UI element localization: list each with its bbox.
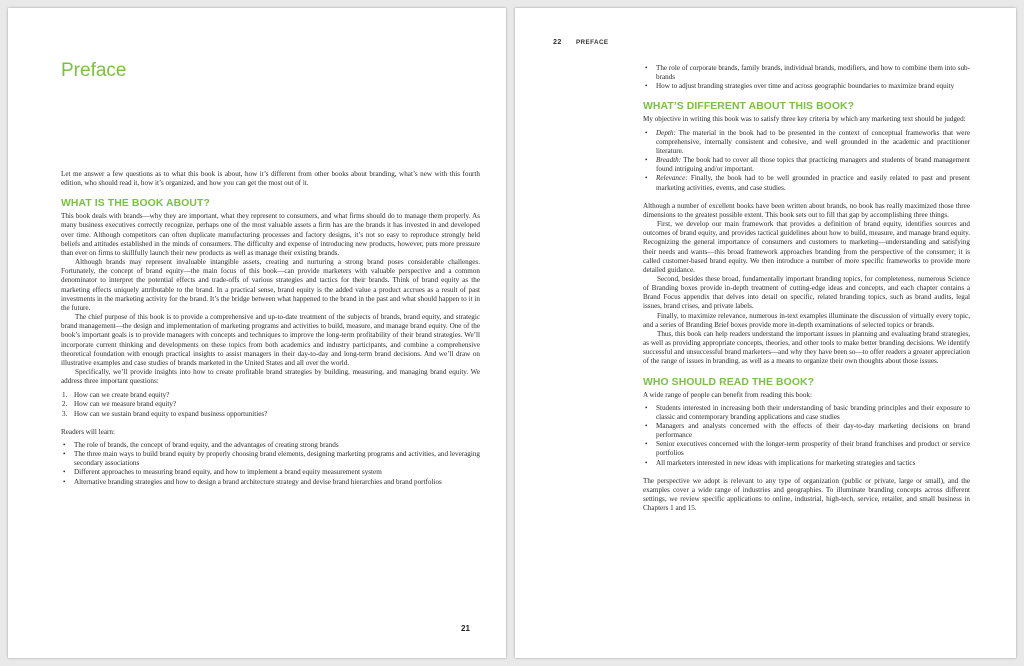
list-item: • Relevance: Finally, the book had to be well grounded in practice and easily related to past and present marketing activities, events, and case studies. — [654, 174, 970, 192]
body-paragraph: A wide range of people can benefit from reading this book: — [643, 390, 812, 399]
list-item: • The three main ways to build brand equity by properly choosing brand elements, designing marketing programs and activities, and leveraging secondary associations — [72, 450, 480, 468]
criteria-list — [643, 129, 970, 193]
readers-will-learn-label: Readers will learn: — [61, 427, 115, 436]
questions-list — [61, 391, 480, 418]
body-paragraph: Thus, this book can help readers understand the important issues in planning and evaluating brand strategies, as well as providing appropriate concepts, theories, and other tools to make better branding decisions. We identify successful and unsuccessful brand marketers—and why they have been so—to offer readers a greater appreciation of the range of issues in branding, as well as a means to organize their own thoughts about those issues. — [643, 329, 970, 366]
list-item: 2. How can we measure brand equity? — [62, 400, 177, 409]
audience-list — [643, 404, 970, 468]
list-item: • Different approaches to measuring brand equity, and how to implement a brand equity measurement system — [72, 468, 480, 477]
body-paragraph: The chief purpose of this book is to provide a comprehensive and up-to-date treatment of the subjects of brands, brand equity, and strategic brand management—the design and implementation of marketing programs and activities to build, measure, and manage brand equity. One of the book’s important goals is to provide managers with concepts and techniques to improve the long-term profitability of their brand strategies. We’ll incorporate current thinking and developments on these topics from both academics and industry participants, and combine a comprehensive theoretical foundation with enough practical insights to assist managers in their day-to-day and long-term brand decisions. And we’ll draw on illustrative examples and case studies of brands marketed in the United States and all over the world. — [61, 313, 480, 367]
continued-list — [643, 64, 970, 91]
section-heading-who-should-read: WHO SHOULD READ THE BOOK? — [643, 376, 815, 388]
running-head-title: PREFACE — [575, 39, 609, 46]
list-item: • The role of brands, the concept of brand equity, and the advantages of creating strong brands — [72, 441, 480, 450]
list-item: • How to adjust branding strategies over time and across geographic boundaries to maximize brand equity — [654, 82, 970, 91]
list-item: • Managers and analysts concerned with the effects of their day-to-day marketing decisions on brand performance — [654, 422, 970, 440]
right-page — [515, 8, 1016, 658]
body-paragraph: Although a number of excellent books have been written about brands, no book has really maximized those three dimensions to the greatest possible extent. This book sets out to fill that gap by accomplishing three things. — [643, 201, 970, 219]
list-item: 1. How can we create brand equity? — [62, 391, 170, 400]
body-paragraph: This book deals with brands—why they are important, what they represent to consumers, and what firms should do to manage them properly. As many business executives correctly recognize, perhaps one of the most valuable assets a firm has are the brands it has invested in and developed over time. Although competitors can often duplicate manufacturing processes and factory designs, it’s not so easy to reproduce strongly held beliefs and attitudes established in the minds of consumers. The difficulty and expense of introducing new products, however, puts more pressure than ever on firms to skillfully launch their new products as well as manage their existing brands. — [61, 212, 480, 257]
body-paragraph: Specifically, we’ll provide insights into how to create profitable brand strategies by building, measuring, and managing brand equity. We address three important questions: — [61, 367, 480, 386]
section-heading-what-is-book-about: WHAT IS THE BOOK ABOUT? — [61, 198, 210, 210]
page-number: 22 — [553, 37, 562, 46]
list-item: • Senior executives concerned with the longer-term prosperity of their brand franchises and product or service portfolios — [654, 440, 970, 458]
list-item: • The role of corporate brands, family brands, individual brands, modifiers, and how to combine them into sub-brands — [654, 64, 970, 82]
learn-list — [61, 441, 480, 487]
body-paragraph: Finally, to maximize relevance, numerous in-text examples illuminate the discussion of virtually every topic, and a series of Branding Brief boxes provide more in-depth examinations of selected topics or brands. — [643, 311, 970, 329]
list-item: 3. How can we sustain brand equity to expand business opportunities? — [62, 409, 268, 418]
body-paragraph: First, we develop our main framework that provides a definition of brand equity, identifies sources and outcomes of brand equity, and provides tactical guidelines about how to build, measure, and manage brand equity. Recognizing the general importance of consumers and customers to marketing—understanding and satisfying their needs and wants—this broad framework approaches branding from the perspective of the consumer; it is called customer-based brand equity. We then introduce a number of more specific frameworks to provide more detailed guidance. — [643, 220, 970, 274]
list-item: • Depth: The material in the book had to be presented in the context of conceptual frameworks that were comprehensive, internally consistent and cohesive, and well grounded in the academic and practitioner literature. — [654, 129, 970, 156]
running-head — [553, 37, 609, 46]
preface-title: Preface — [61, 60, 127, 81]
left-page — [8, 8, 506, 658]
right-page-body — [643, 64, 970, 513]
left-page-body — [61, 170, 480, 487]
list-item: • Students interested in increasing both their understanding of basic branding principles and their exposure to classic and contemporary branding applications and case studies — [654, 404, 970, 422]
list-item: • All marketers interested in new ideas with implications for marketing strategies and tactics — [654, 459, 970, 468]
body-paragraph: My objective in writing this book was to satisfy three key criteria by which any marketing text should be judged: — [643, 115, 966, 124]
list-item: • Breadth: The book had to cover all those topics that practicing managers and students of brand management found intriguing and/or important. — [654, 156, 970, 174]
intro-paragraph: Let me answer a few questions as to what this book is about, how it’s different from other books about branding, what’s new with this fourth edition, who should read it, how it’s organized, and how you can get the most out of it. — [61, 170, 480, 188]
body-paragraph: The perspective we adopt is relevant to any type of organization (public or private, large or small), and the examples cover a wide range of industries and geographies. To illuminate branding concepts across different settings, we review specific applications to online, industrial, high-tech, service, retailer, and small business in Chapters 1 and 15. — [643, 476, 970, 513]
section-heading-whats-different: WHAT’S DIFFERENT ABOUT THIS BOOK? — [643, 101, 855, 113]
body-paragraph: Second, besides these broad, fundamentally important branding topics, for completeness, numerous Science of Branding boxes provide in-depth treatment of cutting-edge ideas and concepts, and each chapter contains a Brand Focus appendix that delves into detail on specific, related branding topics, such as brand audits, legal issues, brand crises, and private labels. — [643, 274, 970, 311]
page-number: 21 — [461, 624, 470, 633]
body-paragraph: Although brands may represent invaluable intangible assets, creating and nurturing a strong brand poses considerable challenges. Fortunately, the concept of brand equity—the main focus of this book—can provide marketers with valuable perspective and a common denominator to interpret the potential effects and trade-offs of various strategies and tactics for their brands. Think of brand equity as the marketing effects uniquely attributable to the brand. In a practical sense, brand equity is the added value a product accrues as a result of past investments in the marketing activity for the brand. It’s the bridge between what happened to the brand in the past and what should happen to it in the future. — [61, 258, 480, 312]
list-item: • Alternative branding strategies and how to design a brand architecture strategy and devise brand hierarchies and brand portfolios — [72, 478, 480, 487]
